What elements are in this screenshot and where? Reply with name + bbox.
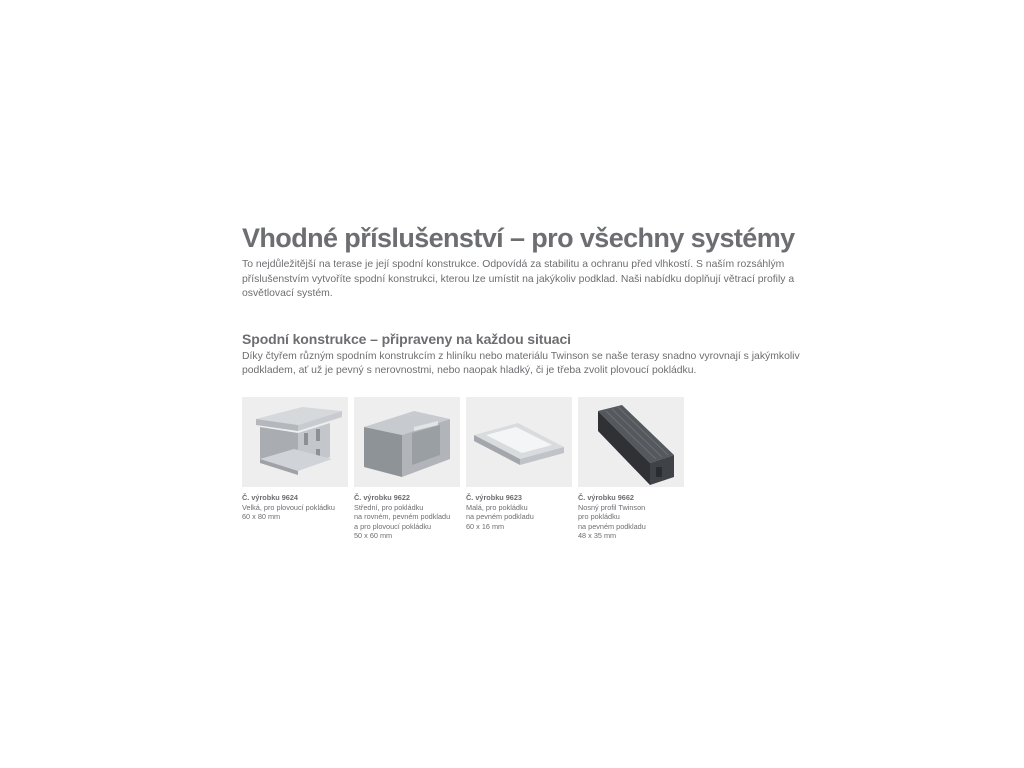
product-code: Č. výrobku 9624 (242, 493, 298, 502)
section-heading: Spodní konstrukce – připraveny na každou situaci (242, 330, 571, 347)
intro-paragraph: To nejdůležitější na terase je její spodní konstrukce. Odpovídá za stabilitu a ochranu před vlhkostí. S naším rozsáhlým příslušenstvím vytvoříte spodní konstrukci, kterou lze umístit na jakýkoliv podklad. Naši nabídku doplňují větrací profily a osvětlovací systém. (242, 259, 795, 299)
catalog-page (242, 218, 802, 541)
product-description: pro pokládku (578, 512, 620, 522)
product-description: Nosný profil Twinson (578, 502, 646, 512)
product-dimensions: 60 x 16 mm (466, 521, 505, 531)
product-code: Č. výrobku 9662 (578, 493, 634, 502)
product-code: Č. výrobku 9622 (354, 493, 410, 502)
product-code: Č. výrobku 9623 (466, 493, 522, 502)
product-caption (466, 493, 572, 531)
twinson-support-profile-image (578, 397, 684, 487)
product-description: Malá, pro pokládku (466, 502, 528, 512)
product-description: a pro plovoucí pokládku (354, 521, 432, 531)
product-dimensions: 50 x 60 mm (354, 531, 393, 541)
product-dimensions: 60 x 80 mm (242, 512, 281, 522)
product-description: Střední, pro pokládku (354, 502, 424, 512)
product-caption (354, 493, 460, 541)
product-caption (578, 493, 684, 541)
small-aluminium-profile-image (466, 397, 572, 487)
product-description: na pevném podkladu (578, 521, 646, 531)
product-caption (242, 493, 348, 522)
product-description: Velká, pro plovoucí pokládku (242, 502, 335, 512)
product-description: na rovném, pevném podkladu (354, 512, 451, 522)
page-title: Vhodné příslušenství – pro všechny systémy (242, 223, 795, 253)
medium-aluminium-profile-image (354, 397, 460, 487)
product-card (242, 397, 348, 522)
product-dimensions: 48 x 35 mm (578, 531, 617, 541)
large-aluminium-profile-image (242, 397, 348, 487)
product-list (242, 397, 702, 557)
product-card (466, 397, 572, 531)
product-card (578, 397, 684, 541)
section-paragraph: Díky čtyřem různým spodním konstrukcím z hliníku nebo materiálu Twinson se naše terasy snadno vyrovnají s jakýmkoliv podkladem, ať už je pevný s nerovnostmi, nebo naopak hladký, či je třeba zvolit plovoucí pokládku. (242, 350, 800, 376)
product-description: na pevném podkladu (466, 512, 534, 522)
product-card (354, 397, 460, 541)
